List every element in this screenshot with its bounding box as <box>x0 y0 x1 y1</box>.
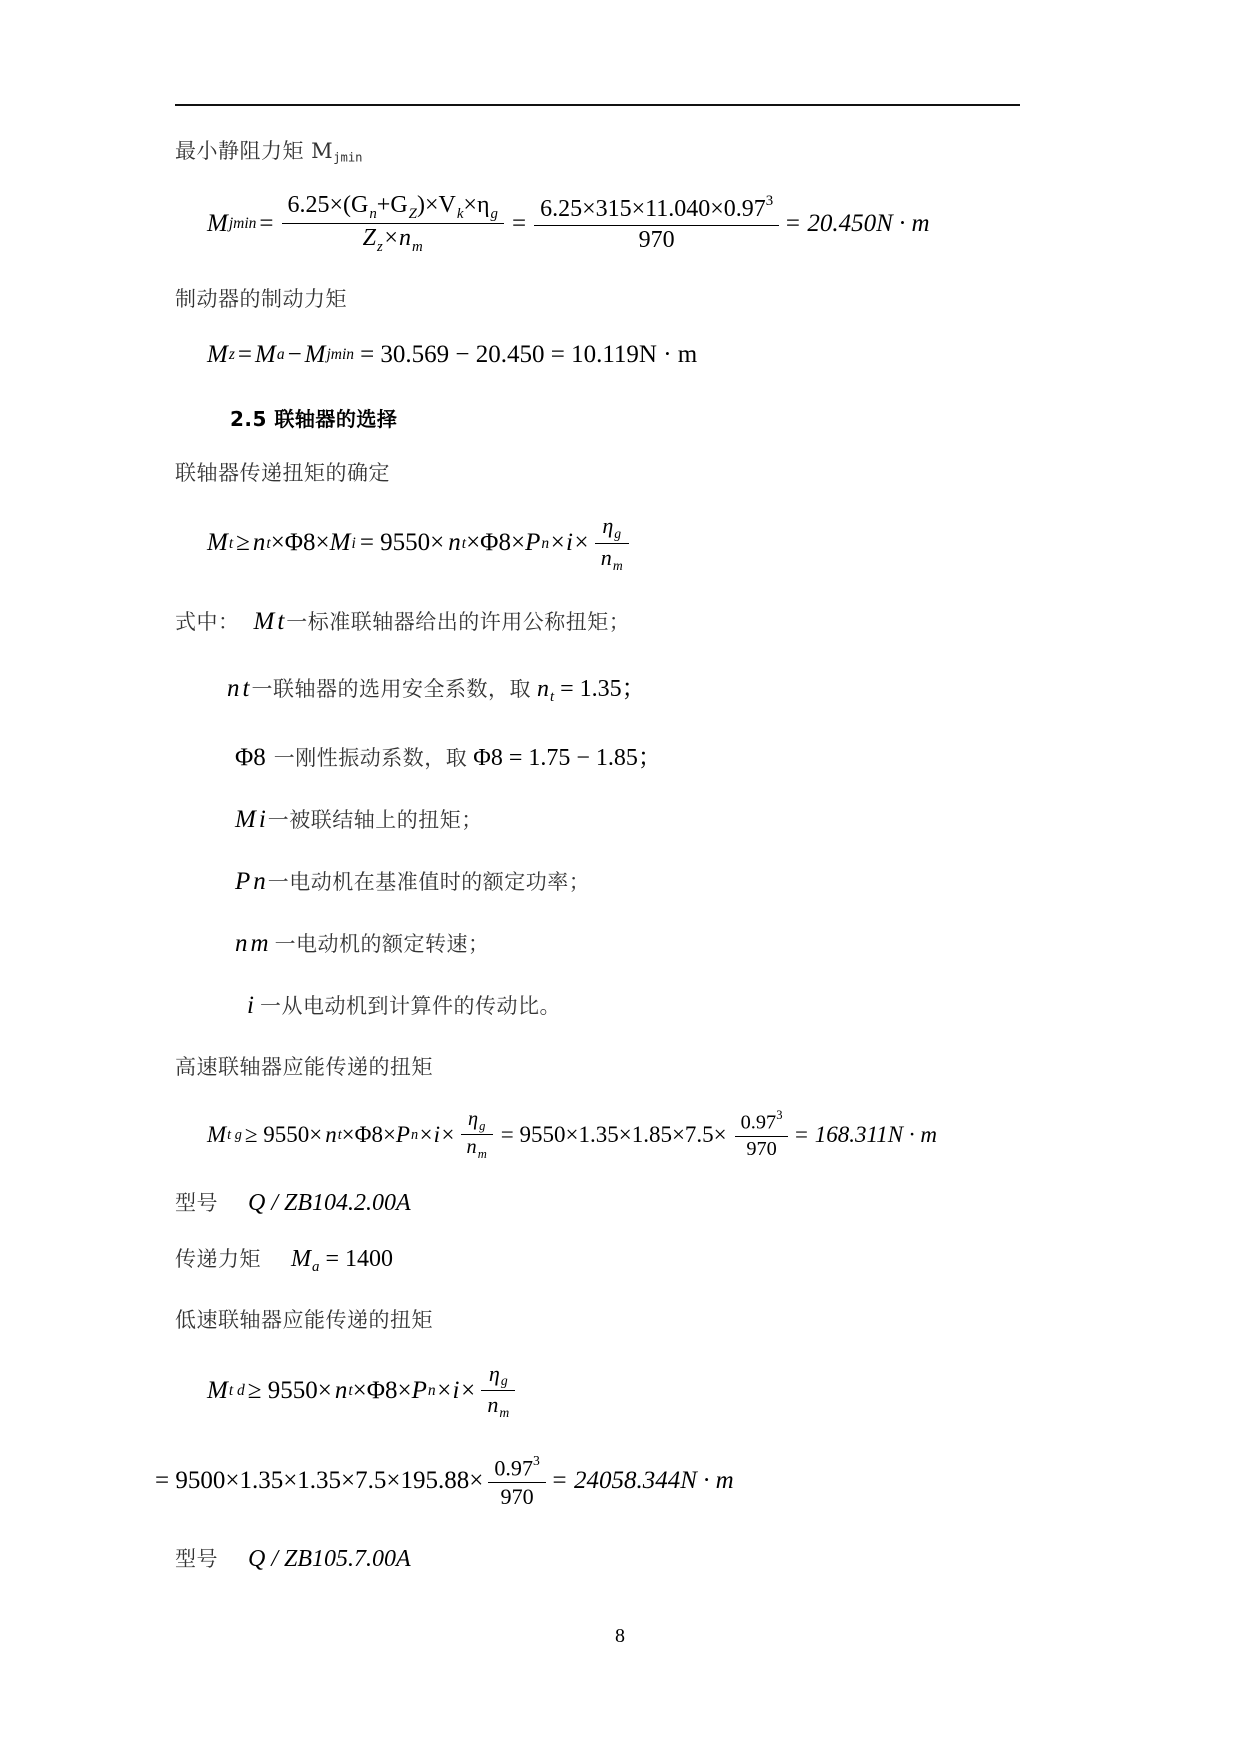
mtd-eta-bar <box>481 1390 515 1391</box>
formula-mt-nt-sub: t <box>266 534 271 552</box>
transmit-torque-value <box>261 1246 393 1275</box>
formula-mtg-i: ×i× <box>418 1121 456 1147</box>
formula-mjmin-fraction-1 <box>282 193 504 254</box>
formula-mz-ma: M <box>254 340 276 368</box>
formula-mtd-line2 <box>155 1454 1020 1509</box>
mtd-value-base: 0.97 <box>494 1454 533 1480</box>
header-rule <box>175 104 1020 106</box>
formula-mtg-equals: = 9550×1.35×1.85×7.5× <box>500 1121 727 1147</box>
definition-value-nt-rest: = 1.35； <box>554 676 646 703</box>
formula-mtg-result: = 168.311N · m <box>793 1121 937 1147</box>
definition-value-nt-symbol: n <box>536 676 549 703</box>
formula-mjmin-fraction-2 <box>534 194 779 254</box>
formula-mtg-pn-sub: n <box>410 1126 419 1143</box>
formula-mtd-phi8: ×Φ8× <box>352 1376 412 1404</box>
formula-mtd-result: = 24058.344N · m <box>550 1467 734 1495</box>
mtg-eta-denominator <box>461 1137 493 1160</box>
formula-mz-minus: − <box>287 340 302 368</box>
where-label: 式中： <box>175 610 240 635</box>
definition-value-phi8 <box>467 737 662 772</box>
num1-mid: +G <box>376 192 408 219</box>
formula-mtg-lhs-sub: t g <box>227 1126 242 1143</box>
coupling-torque-label: 联轴器传递扭矩的确定 <box>175 460 390 485</box>
formula-mtd-nt-sub: t <box>348 1381 353 1399</box>
definition-value-phi8-symbol: Φ8 <box>473 745 503 772</box>
formula-mtg-nt-sub: t <box>337 1126 342 1143</box>
min-static-resistance-label <box>175 136 1020 167</box>
fraction-1-numerator <box>282 193 504 221</box>
num1-part1: 6.25×(G <box>287 192 369 219</box>
formula-mz-equals: = <box>237 340 252 368</box>
transmit-torque-label: 传递力矩 <box>175 1247 261 1272</box>
definition-value-phi8-rest: = 1.75 − 1.85； <box>502 745 662 772</box>
page-number: 8 <box>615 1625 625 1647</box>
den1-mid: ×n <box>382 225 412 252</box>
formula-mtg-pn: P <box>395 1121 410 1147</box>
formula-mt-lhs-sub: t <box>228 534 234 552</box>
definition-symbol-nm-sub: m <box>250 930 269 958</box>
num1-sub3: k <box>456 205 464 222</box>
definition-symbol-i: i <box>247 992 254 1020</box>
definition-symbol-mi-sub: i <box>258 806 266 834</box>
num2-exponent: 3 <box>765 192 774 209</box>
low-speed-model-value: Q / ZB105.7.00A <box>248 1545 411 1572</box>
formula-mt-relation: ≥ <box>236 529 250 557</box>
mtd-value-exponent: 3 <box>533 1452 540 1468</box>
formula-mt-eta-fraction <box>595 514 629 572</box>
formula-mz <box>207 341 1020 369</box>
definition-row-mt <box>175 606 1020 636</box>
formula-mtd-relation: ≥ 9550× <box>247 1376 332 1404</box>
mtg-value-exponent: 3 <box>776 1107 783 1122</box>
formula-mz-result: = 30.569 − 20.450 = 10.119N · m <box>360 340 698 368</box>
formula-mz-ma-sub: a <box>276 346 285 364</box>
eta-fraction-bar <box>595 543 629 544</box>
formula-mt-pn: P <box>525 529 541 557</box>
definition-text-mi: 一被联结轴上的扭矩； <box>267 808 483 833</box>
mtd-value-numerator <box>488 1454 545 1480</box>
fraction-1-bar <box>282 223 504 224</box>
mtg-eta-numerator <box>462 1109 491 1132</box>
mtg-nm-symbol: n <box>466 1136 477 1159</box>
mtd-eta-denominator <box>481 1393 515 1419</box>
num1-sub2: Z <box>408 205 417 222</box>
mtg-value-numerator <box>735 1109 789 1134</box>
formula-mtg-phi8: ×Φ8× <box>341 1121 396 1147</box>
formula-mtd-nt: n <box>334 1376 348 1404</box>
formula-mz-lhs: M <box>207 340 228 368</box>
fraction-1-denominator <box>357 226 429 254</box>
definition-row-mi <box>235 804 1020 834</box>
formula-mjmin <box>207 193 1020 254</box>
brake-torque-label: 制动器的制动力矩 <box>175 287 347 312</box>
min-static-resistance-subscript: jmin <box>333 150 363 165</box>
definition-text-nm: 一电动机的额定转速； <box>274 932 490 957</box>
fraction-2-bar <box>534 225 779 226</box>
formula-mtg-nt: n <box>325 1121 337 1147</box>
page-content <box>155 104 1020 1599</box>
min-static-resistance-text: 最小静阻力矩 M <box>175 139 334 163</box>
low-speed-coupling-label: 低速联轴器应能传递的扭矩 <box>175 1308 433 1333</box>
transmit-torque-symbol: M <box>291 1246 311 1273</box>
definition-symbol-mt-sub: t <box>277 608 285 636</box>
mtg-eta-symbol: η <box>467 1108 479 1131</box>
formula-mz-mj: M <box>304 340 326 368</box>
definition-value-nt-sub: t <box>549 689 555 706</box>
high-speed-model-label: 型号 <box>175 1191 218 1216</box>
nm-symbol: n <box>600 544 612 570</box>
den1-sub1: z <box>377 238 383 255</box>
formula-mtd-lhs: M <box>207 1376 228 1404</box>
mtg-nm-sub: m <box>477 1146 487 1161</box>
high-speed-coupling-label: 高速联轴器应能传递的扭矩 <box>175 1055 433 1080</box>
definition-symbol-nt-sub: t <box>242 675 250 703</box>
eta-numerator <box>596 514 627 540</box>
mtg-eta-sub: g <box>479 1118 486 1133</box>
num1-end: )×V <box>416 192 456 219</box>
definition-symbol-pn-sub: n <box>253 868 266 896</box>
definition-value-nt <box>531 668 646 705</box>
definition-text-nt: 一联轴器的选用安全系数，取 <box>251 677 531 702</box>
formula-mt-mi: M <box>329 529 351 557</box>
eta-symbol: η <box>602 513 614 539</box>
high-speed-transmit-row <box>175 1243 1020 1275</box>
formula-mtd-lhs-sub: t d <box>228 1381 245 1399</box>
formula-mt-phi8-2: ×Φ8× <box>466 529 526 557</box>
mtd-eta-numerator <box>483 1362 514 1388</box>
formula-mtg-lhs: M <box>207 1121 227 1147</box>
formula-mt-phi8: ×Φ8× <box>270 529 330 557</box>
formula-mt-pn-sub: n <box>541 534 550 552</box>
formula-mt-nt: n <box>252 529 266 557</box>
definition-text-i: 一从电动机到计算件的传动比。 <box>259 994 561 1019</box>
formula-mt <box>207 514 1020 572</box>
formula-mjmin-lhs-sub: jmin <box>228 215 257 233</box>
definition-symbol-mt: M <box>253 608 275 636</box>
formula-mtd-value-fraction <box>488 1454 545 1509</box>
formula-mtg-value-fraction <box>735 1109 789 1161</box>
formula-mtg <box>207 1109 1020 1161</box>
definition-symbol-phi8: Φ8 <box>235 744 266 772</box>
mtg-value-denominator: 970 <box>746 1138 777 1161</box>
fraction-2-numerator <box>534 194 779 223</box>
formula-mt-lhs: M <box>207 529 228 557</box>
formula-mz-lhs-sub: z <box>228 346 235 364</box>
definition-text-mt: 一标准联轴器给出的许用公称扭矩； <box>286 610 631 635</box>
num1-eta: ×η <box>463 192 490 219</box>
mtd-value-denominator: 970 <box>500 1483 534 1509</box>
eta-denominator <box>595 546 629 572</box>
mtg-eta-bar <box>461 1134 493 1135</box>
formula-mjmin-equals-2: = <box>511 209 527 237</box>
formula-mt-i: ×i× <box>549 529 590 557</box>
eta-sub: g <box>614 526 622 542</box>
low-speed-model-label: 型号 <box>175 1546 218 1571</box>
formula-mtg-relation: ≥ 9550× <box>244 1121 323 1147</box>
high-speed-model-value: Q / ZB104.2.00A <box>248 1190 411 1217</box>
mtd-nm-symbol: n <box>487 1392 499 1418</box>
mtd-eta-sub: g <box>500 1373 508 1389</box>
definition-symbol-nm: n <box>235 930 248 958</box>
definition-text-phi8: 一刚性振动系数，取 <box>273 746 468 771</box>
num2-value: 6.25×315×11.040×0.97 <box>540 196 766 223</box>
mtd-nm-sub: m <box>499 1404 510 1420</box>
formula-mtd-line2-prefix: = 9500×1.35×1.35×7.5×195.88× <box>155 1467 484 1495</box>
formula-mt-mi-sub: i <box>351 534 356 552</box>
mtd-value-bar <box>488 1482 545 1483</box>
mtg-value-base: 0.97 <box>740 1111 777 1134</box>
num1-sub1: n <box>369 205 377 222</box>
transmit-torque-symbol-sub: a <box>312 1259 320 1276</box>
definition-symbol-pn: P <box>235 868 251 896</box>
mtd-eta-symbol: η <box>488 1360 500 1386</box>
nm-sub: m <box>612 557 623 573</box>
section-heading-2-5: 2.5 联轴器的选择 <box>230 406 398 431</box>
formula-mtd-eta-fraction <box>481 1362 515 1420</box>
high-speed-model-row <box>175 1187 1020 1217</box>
num1-sub4: g <box>490 205 498 222</box>
definition-row-i <box>247 990 1020 1020</box>
definition-row-pn <box>235 866 1020 896</box>
formula-mt-nt2-sub: t <box>461 534 467 552</box>
formula-mjmin-lhs: M <box>207 209 228 237</box>
formula-mjmin-result: = 20.450N · m <box>784 209 930 237</box>
formula-mtd-i: ×i× <box>435 1376 477 1404</box>
formula-mt-nt2: n <box>448 529 461 557</box>
formula-mtd-pn-sub: n <box>427 1381 436 1399</box>
formula-mtd-pn: P <box>411 1376 427 1404</box>
definition-symbol-mi: M <box>235 806 256 834</box>
den1-sub2: m <box>412 238 423 255</box>
formula-mz-mj-sub: jmin <box>326 346 355 364</box>
fraction-2-denominator: 970 <box>638 226 675 253</box>
formula-mtd-line1 <box>207 1362 1020 1420</box>
formula-mjmin-equals: = <box>259 209 274 237</box>
formula-mtg-eta-fraction <box>461 1109 493 1160</box>
mtg-value-bar <box>735 1136 789 1137</box>
den1-part1: Z <box>362 225 377 252</box>
definition-text-pn: 一电动机在基准值时的额定功率； <box>267 870 591 895</box>
definition-row-nm <box>235 928 1020 958</box>
definition-row-nt <box>227 668 1020 705</box>
formula-mt-equals: = 9550× <box>359 529 445 557</box>
transmit-torque-number: = 1400 <box>319 1246 393 1273</box>
low-speed-model-row <box>175 1543 1020 1573</box>
definition-symbol-nt: n <box>227 675 240 703</box>
definition-row-phi8 <box>235 737 1020 772</box>
